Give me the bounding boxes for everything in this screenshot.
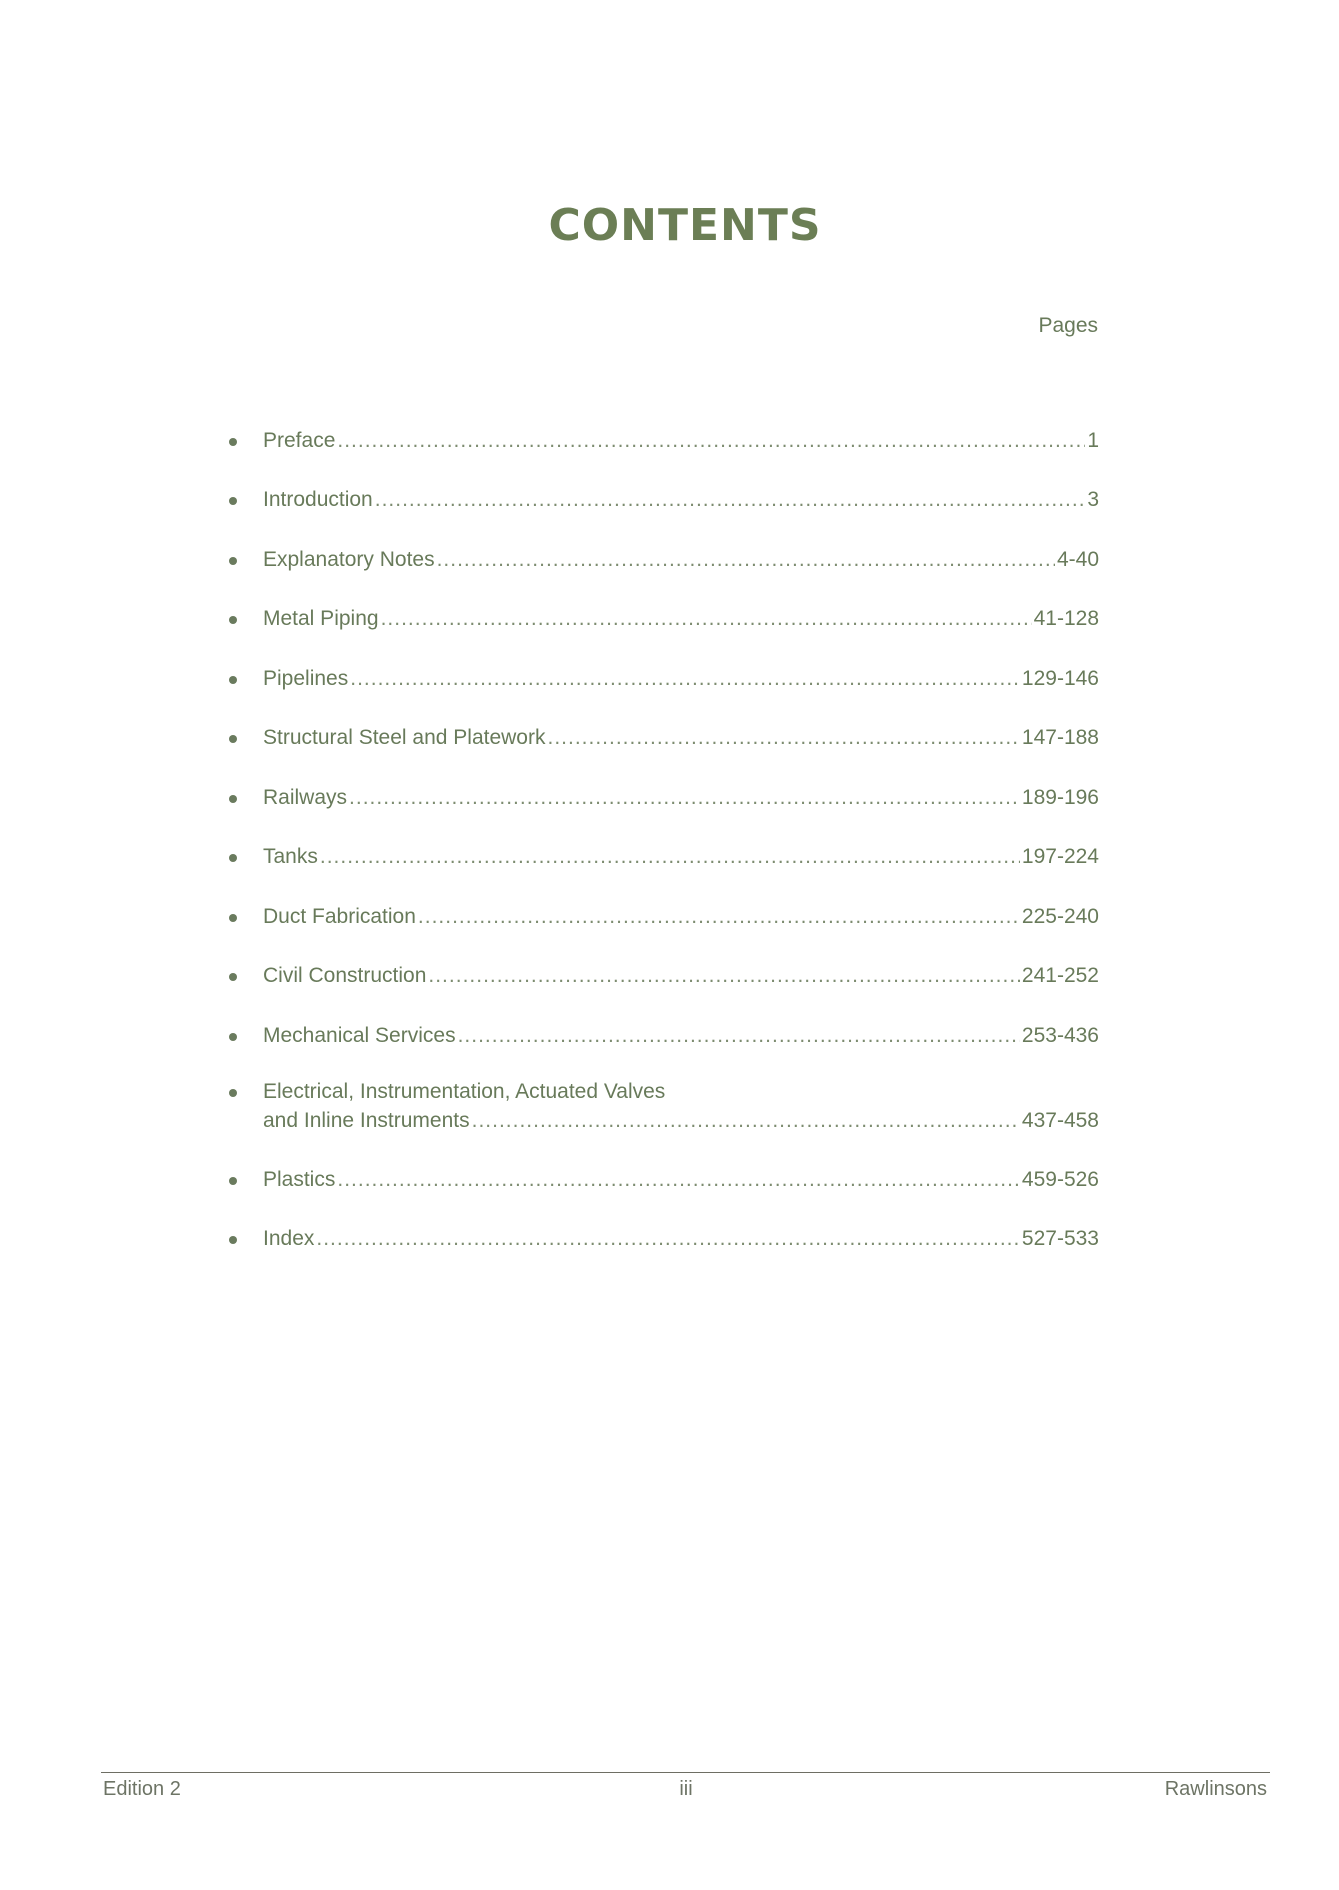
bullet-icon [229, 616, 237, 624]
bullet-icon [229, 557, 237, 565]
toc-label: Index [263, 1227, 315, 1250]
bullet-icon [229, 795, 237, 803]
dot-leader [316, 1224, 1020, 1253]
dot-leader [375, 485, 1086, 514]
toc-label: Metal Piping [263, 607, 379, 630]
dot-leader [437, 545, 1055, 574]
bullet-icon [229, 1089, 237, 1097]
footer-page-number: iii [679, 1778, 693, 1800]
dot-leader [337, 426, 1085, 455]
toc-page: 4-40 [1056, 548, 1099, 571]
bullet-icon [229, 914, 237, 922]
footer-divider [101, 1772, 1270, 1773]
toc-page: 459-526 [1021, 1168, 1099, 1191]
toc-page: 225-240 [1021, 905, 1099, 928]
bullet-icon [229, 1236, 237, 1244]
dot-leader [320, 842, 1020, 871]
toc-label: Plastics [263, 1168, 336, 1191]
toc-label: Duct Fabrication [263, 905, 416, 928]
bullet-icon [229, 497, 237, 505]
bullet-icon [229, 735, 237, 743]
page-title: CONTENTS [548, 200, 822, 251]
toc-page: 3 [1087, 488, 1099, 511]
dot-leader [547, 723, 1019, 752]
toc-label: Civil Construction [263, 964, 427, 987]
dot-leader [428, 961, 1020, 990]
toc-label: Tanks [263, 845, 318, 868]
dot-leader [418, 902, 1020, 931]
bullet-icon [229, 676, 237, 684]
toc-label-line2: and Inline Instruments [263, 1109, 470, 1132]
toc-label: Electrical, Instrumentation, Actuated Valves [263, 1080, 666, 1103]
bullet-icon [229, 1033, 237, 1041]
dot-leader [458, 1021, 1020, 1050]
pages-column-label: Pages [1038, 314, 1098, 337]
footer-publisher: Rawlinsons [1164, 1778, 1267, 1800]
toc-page: 241-252 [1021, 964, 1099, 987]
toc-label: Explanatory Notes [263, 548, 435, 571]
dot-leader [350, 664, 1020, 693]
dot-leader [349, 783, 1020, 812]
bullet-icon [229, 438, 237, 446]
toc-page: 147-188 [1021, 726, 1099, 749]
toc-label: Introduction [263, 488, 373, 511]
toc-page: 189-196 [1021, 786, 1099, 809]
toc-label: Preface [263, 429, 336, 452]
toc-label: Structural Steel and Platework [263, 726, 546, 749]
dot-leader [381, 604, 1032, 633]
dot-leader [337, 1165, 1020, 1194]
bullet-icon [229, 854, 237, 862]
toc-page: 527-533 [1021, 1227, 1099, 1250]
toc-page: 41-128 [1033, 607, 1099, 630]
footer-edition: Edition 2 [103, 1778, 181, 1800]
toc-label: Railways [263, 786, 348, 809]
bullet-icon [229, 1177, 237, 1185]
toc-label: Pipelines [263, 667, 349, 690]
bullet-icon [229, 973, 237, 981]
toc-page: 1 [1087, 429, 1099, 452]
toc-label: Mechanical Services [263, 1024, 456, 1047]
toc-page: 197-224 [1021, 845, 1099, 868]
toc-page: 129-146 [1021, 667, 1099, 690]
toc-page: 437-458 [1021, 1109, 1099, 1132]
dot-leader [472, 1106, 1020, 1135]
toc-page: 253-436 [1021, 1024, 1099, 1047]
